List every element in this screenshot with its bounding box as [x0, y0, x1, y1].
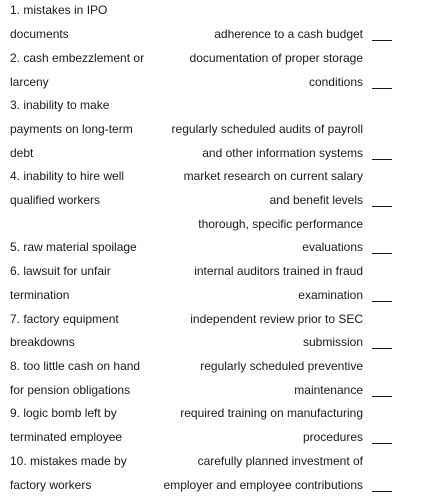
problem-line: documents	[10, 27, 69, 41]
answer-blank[interactable]	[372, 253, 392, 254]
control-line: submission	[302, 335, 363, 349]
problem-line: qualified workers	[10, 193, 101, 207]
answer-blank[interactable]	[372, 40, 392, 41]
control-line: adherence to a cash budget	[214, 27, 363, 41]
control-line: maintenance	[294, 383, 363, 397]
problem-line: 9. logic bomb left by	[10, 406, 117, 420]
problem-line: debt	[10, 146, 34, 160]
answer-blank[interactable]	[372, 88, 392, 89]
problem-line: factory workers	[10, 478, 92, 492]
control-line: market research on current salary	[183, 169, 363, 183]
problem-line: 8. too little cash on hand	[10, 359, 141, 373]
answer-blank[interactable]	[372, 301, 392, 302]
control-line: procedures	[302, 430, 363, 444]
control-line: employer and employee contributions	[163, 478, 363, 492]
problem-line: breakdowns	[10, 335, 75, 349]
control-line: documentation of proper storage	[189, 51, 363, 65]
problem-line: 6. lawsuit for unfair	[10, 264, 111, 278]
control-line: required training on manufacturing	[180, 406, 363, 420]
answer-blank[interactable]	[372, 443, 392, 444]
control-line: examination	[298, 288, 363, 302]
control-line: independent review prior to SEC	[190, 312, 363, 326]
control-line: and benefit levels	[269, 193, 363, 207]
answer-blank[interactable]	[372, 348, 392, 349]
answer-blank[interactable]	[372, 491, 392, 492]
control-line: regularly scheduled audits of payroll	[171, 122, 363, 136]
problem-line: 1. mistakes in IPO	[10, 3, 108, 17]
answer-blank[interactable]	[372, 206, 392, 207]
control-line: internal auditors trained in fraud	[194, 264, 363, 278]
problem-line: payments on long-term	[10, 122, 133, 136]
control-line: thorough, specific performance	[198, 217, 363, 231]
control-line: conditions	[308, 75, 363, 89]
problem-line: 5. raw material spoilage	[10, 240, 137, 254]
problem-line: 7. factory equipment	[10, 312, 119, 326]
problem-line: 10. mistakes made by	[10, 454, 127, 468]
control-line: evaluations	[302, 240, 363, 254]
problem-line: termination	[10, 288, 70, 302]
problem-line: larceny	[10, 75, 49, 89]
problem-line: 3. inability to make	[10, 98, 110, 112]
answer-blank[interactable]	[372, 159, 392, 160]
control-line: and other information systems	[202, 146, 363, 160]
control-line: carefully planned investment of	[197, 454, 363, 468]
answer-blank[interactable]	[372, 396, 392, 397]
problem-line: 2. cash embezzlement or	[10, 51, 145, 65]
problem-line: terminated employee	[10, 430, 123, 444]
problem-line: for pension obligations	[10, 383, 131, 397]
problem-line: 4. inability to hire well	[10, 169, 125, 183]
control-line: regularly scheduled preventive	[200, 359, 363, 373]
